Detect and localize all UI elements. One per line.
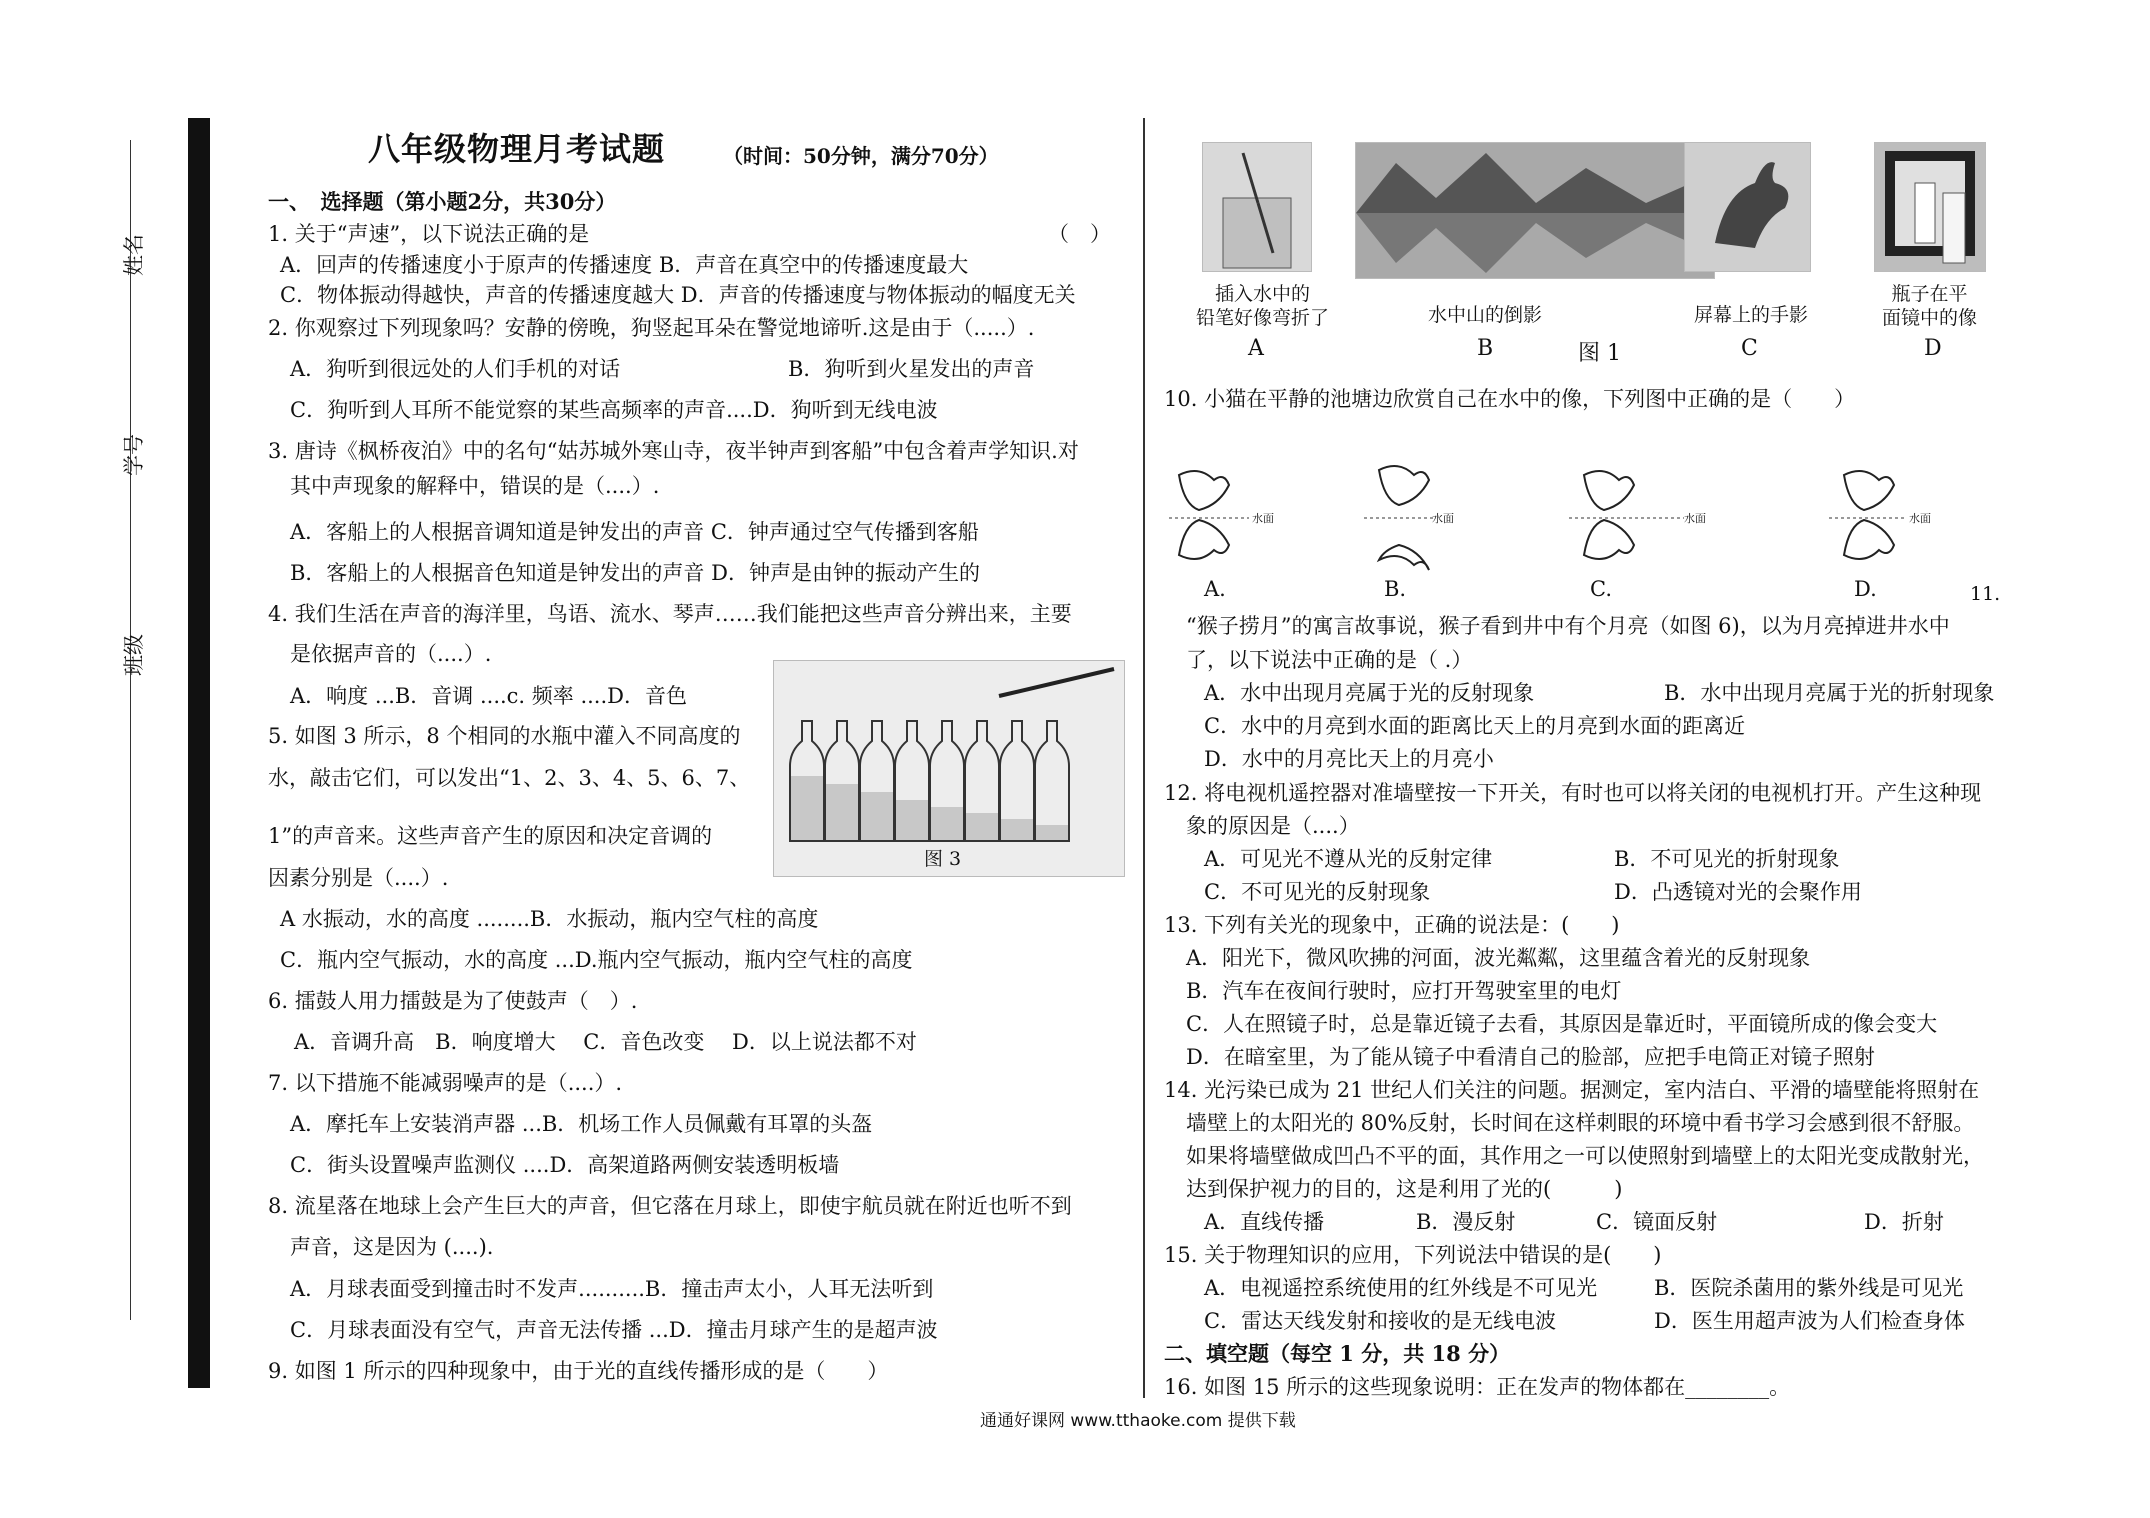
q13-option-d: D．在暗室里，为了能从镜子中看清自己的脸部，应把手电筒正对镜子照射 xyxy=(1186,1045,1875,1069)
q10-option-d: D. xyxy=(1854,577,1877,601)
q2-option-a: A．狗听到很远处的人们手机的对话 xyxy=(290,357,621,381)
q13-option-c: C．人在照镜子时，总是靠近镜子去看，其原因是靠近时，平面镜所成的像会变大 xyxy=(1186,1012,1938,1036)
fig1-title: 图 1 xyxy=(1578,341,1621,366)
fig1-caption-b: 水中山的倒影 xyxy=(1428,304,1543,326)
q11-number: 11. xyxy=(1970,583,2001,605)
q11-stem: “猴子捞月”的寓言故事说，猴子看到井中有个月亮（如图 6)，以为月亮掉进井水中 xyxy=(1186,614,1950,638)
q10-option-a: A. xyxy=(1204,577,1226,601)
q15-option-d: D．医生用超声波为人们检查身体 xyxy=(1654,1309,1965,1333)
q4-options: A．响度 ...B．音调 ....c. 频率 ....D．音色 xyxy=(290,684,687,708)
q5-line-1: 5. 如图 3 所示，8 个相同的水瓶中灌入不同高度的 xyxy=(268,724,741,748)
q1-stem: 1. 关于“声速”，以下说法正确的是 xyxy=(268,222,590,246)
q11-option-b: B．水中出现月亮属于光的折射现象 xyxy=(1664,681,1995,705)
q8-options-cd: C．月球表面没有空气，声音无法传播 ...D．撞击月球产生的是超声波 xyxy=(290,1318,938,1342)
fig1-label-a: A xyxy=(1248,336,1264,361)
q6-stem: 6. 擂鼓人用力擂鼓是为了使鼓声（ ）. xyxy=(268,989,638,1013)
q14-line-2: 墙壁上的太阳光的 80%反射，长时间在这样刺眼的环境中看书学习会感到很不舒服。 xyxy=(1186,1111,1975,1135)
q5-line-4: 因素分别是（....）. xyxy=(268,866,449,890)
q5-line-2: 水，敲击它们，可以发出“1、2、3、4、5、6、7、 xyxy=(268,766,751,790)
q15-option-a: A．电视遥控系统使用的红外线是不可见光 xyxy=(1204,1276,1598,1300)
cat-reflection-drawings xyxy=(1164,455,2024,585)
q12-option-b: B．不可见光的折射现象 xyxy=(1614,847,1840,871)
section-heading-choice: 一、 选择题（第小题2分，共30分） xyxy=(268,189,617,214)
q10-option-c: C. xyxy=(1590,577,1612,601)
q11-option-d: D．水中的月亮比天上的月亮小 xyxy=(1204,747,1494,771)
q3-options-bd: B．客船上的人根据音色知道是钟发出的声音 D．钟声是由钟的振动产生的 xyxy=(290,561,980,585)
water-label-d: 水面 xyxy=(1909,512,1931,525)
q5-options-ab: A 水振动，水的高度 ........B．水振动，瓶内空气柱的高度 xyxy=(280,907,819,931)
q15-option-b: B．医院杀菌用的紫外线是可见光 xyxy=(1654,1276,1964,1300)
q12-option-d: D．凸透镜对光的会聚作用 xyxy=(1614,880,1862,904)
q3-stem-2: 其中声现象的解释中，错误的是（....）. xyxy=(290,474,660,498)
q8-options-ab: A．月球表面受到撞击时不发声..........B．撞击声太小，人耳无法听到 xyxy=(290,1277,934,1301)
page-title: 八年级物理月考试题 xyxy=(368,130,666,168)
q14-option-a: A．直线传播 xyxy=(1204,1210,1325,1234)
q6-options: A．音调升高 B．响度增大 C．音色改变 D．以上说法都不对 xyxy=(294,1030,917,1054)
section-heading-fill: 二、填空题（每空 1 分，共 18 分） xyxy=(1164,1341,1511,1366)
q5-line-3: 1”的声音来。这些声音产生的原因和决定音调的 xyxy=(268,824,713,848)
q14-option-c: C．镜面反射 xyxy=(1596,1210,1718,1234)
fig1-caption-d: 瓶子在平 面镜中的像 xyxy=(1882,283,1978,329)
water-label-c: 水面 xyxy=(1684,512,1706,525)
q5-options-cd: C．瓶内空气振动，水的高度 ...D.瓶内空气振动，瓶内空气柱的高度 xyxy=(280,948,913,972)
fig1-caption-c: 屏幕上的手影 xyxy=(1694,304,1809,326)
q2-option-b: B．狗听到火星发出的声音 xyxy=(788,357,1035,381)
q2-stem: 2. 你观察过下列现象吗？安静的傍晚，狗竖起耳朵在警觉地谛听.这是由于（.....）. xyxy=(268,316,1035,340)
q16-stem: 16. 如图 15 所示的这些现象说明：正在发声的物体都在________。 xyxy=(1164,1375,1791,1399)
q2-options-cd: C．狗听到人耳所不能觉察的某些高频率的声音....D．狗听到无线电波 xyxy=(290,398,938,422)
q10-stem: 10. 小猫在平静的池塘边欣赏自己在水中的像，下列图中正确的是（ ） xyxy=(1164,387,1856,411)
q12-option-c: C．不可见光的反射现象 xyxy=(1204,880,1431,904)
q14-line-3: 如果将墙壁做成凹凸不平的面，其作用之一可以使照射到墙壁上的太阳光变成散射光， xyxy=(1186,1144,1984,1168)
q11-stem-2: 了，以下说法中正确的是（ .） xyxy=(1186,648,1473,672)
q1-bracket: （ ） xyxy=(1048,222,1111,246)
q12-stem: 12. 将电视机遥控器对准墙壁按一下开关，有时也可以将关闭的电视机打开。产生这种现 xyxy=(1164,781,1982,805)
q3-options-ac: A．客船上的人根据音调知道是钟发出的声音 C．钟声通过空气传播到客船 xyxy=(290,520,979,544)
q14-line-1: 14. 光污染已成为 21 世纪人们关注的问题。据测定，室内洁白、平滑的墙壁能将照射在 xyxy=(1164,1078,1980,1102)
water-label-b: 水面 xyxy=(1432,512,1454,525)
q15-stem: 15. 关于物理知识的应用，下列说法中错误的是( ) xyxy=(1164,1243,1662,1267)
q8-stem: 8. 流星落在地球上会产生巨大的声音，但它落在月球上，即使宇航员就在附近也听不到 xyxy=(268,1194,1072,1218)
q13-stem: 13. 下列有关光的现象中，正确的说法是：( ) xyxy=(1164,913,1620,937)
column-divider xyxy=(1143,118,1145,1398)
q11-option-a: A．水中出现月亮属于光的反射现象 xyxy=(1204,681,1535,705)
q12-option-a: A．可见光不遵从光的反射定律 xyxy=(1204,847,1493,871)
q7-options-ab: A．摩托车上安装消声器 ...B．机场工作人员佩戴有耳罩的头盔 xyxy=(290,1112,873,1136)
fig1-mirror-bottle-image xyxy=(1874,142,1986,272)
q10-option-b: B. xyxy=(1384,577,1407,601)
q7-options-cd: C．街头设置噪声监测仪 ....D．高架道路两侧安装透明板墙 xyxy=(290,1153,840,1177)
q12-stem-2: 象的原因是（....） xyxy=(1186,814,1360,838)
q4-stem: 4. 我们生活在声音的海洋里，鸟语、流水、琴声……我们能把这些声音分辨出来，主要 xyxy=(268,602,1072,626)
fig1-pencil-in-water-image xyxy=(1202,142,1312,272)
footer-credit: 通通好课网 www.tthaoke.com 提供下载 xyxy=(980,1411,1296,1431)
figure-3-caption: 图 3 xyxy=(924,848,962,870)
q4-stem-2: 是依据声音的（....）. xyxy=(290,642,492,666)
q8-stem-2: 声音，这是因为 (....). xyxy=(290,1235,494,1259)
q15-option-c: C．雷达天线发射和接收的是无线电波 xyxy=(1204,1309,1557,1333)
fig1-label-b: B xyxy=(1477,336,1494,361)
q1-options-ab: A．回声的传播速度小于原声的传播速度 B．声音在真空中的传播速度最大 xyxy=(280,253,969,277)
figure-3-bottles xyxy=(773,660,1125,877)
water-label-a: 水面 xyxy=(1252,512,1274,525)
q10-cat-figures xyxy=(1164,455,2024,585)
fig1-caption-a: 插入水中的 铅笔好像弯折了 xyxy=(1196,283,1330,329)
q14-line-4: 达到保护视力的目的，这是利用了光的( ) xyxy=(1186,1177,1623,1201)
left-border-bar xyxy=(188,118,210,1388)
q14-option-b: B．漫反射 xyxy=(1416,1210,1516,1234)
fig1-label-c: C xyxy=(1741,336,1758,361)
exam-time-note: （时间：50分钟，满分70分） xyxy=(723,144,999,168)
q1-options-cd: C．物体振动得越快，声音的传播速度越大 D．声音的传播速度与物体振动的幅度无关 xyxy=(280,283,1076,307)
q13-option-b: B．汽车在夜间行驶时，应打开驾驶室里的电灯 xyxy=(1186,979,1622,1003)
fig1-hand-shadow-image xyxy=(1684,142,1811,272)
q11-option-c: C．水中的月亮到水面的距离比天上的月亮到水面的距离近 xyxy=(1204,714,1746,738)
q9-stem: 9. 如图 1 所示的四种现象中，由于光的直线传播形成的是（ ） xyxy=(268,1359,889,1383)
fig1-label-d: D xyxy=(1924,336,1942,361)
q7-stem: 7. 以下措施不能减弱噪声的是（....）. xyxy=(268,1071,623,1095)
fig1-mountain-reflection-image xyxy=(1355,142,1715,279)
binding-line xyxy=(130,140,131,1320)
q13-option-a: A．阳光下，微风吹拂的河面，波光粼粼，这里蕴含着光的反射现象 xyxy=(1186,946,1811,970)
q14-option-d: D．折射 xyxy=(1864,1210,1944,1234)
q3-stem: 3. 唐诗《枫桥夜泊》中的名句“姑苏城外寒山寺，夜半钟声到客船”中包含着声学知识.对 xyxy=(268,439,1079,463)
